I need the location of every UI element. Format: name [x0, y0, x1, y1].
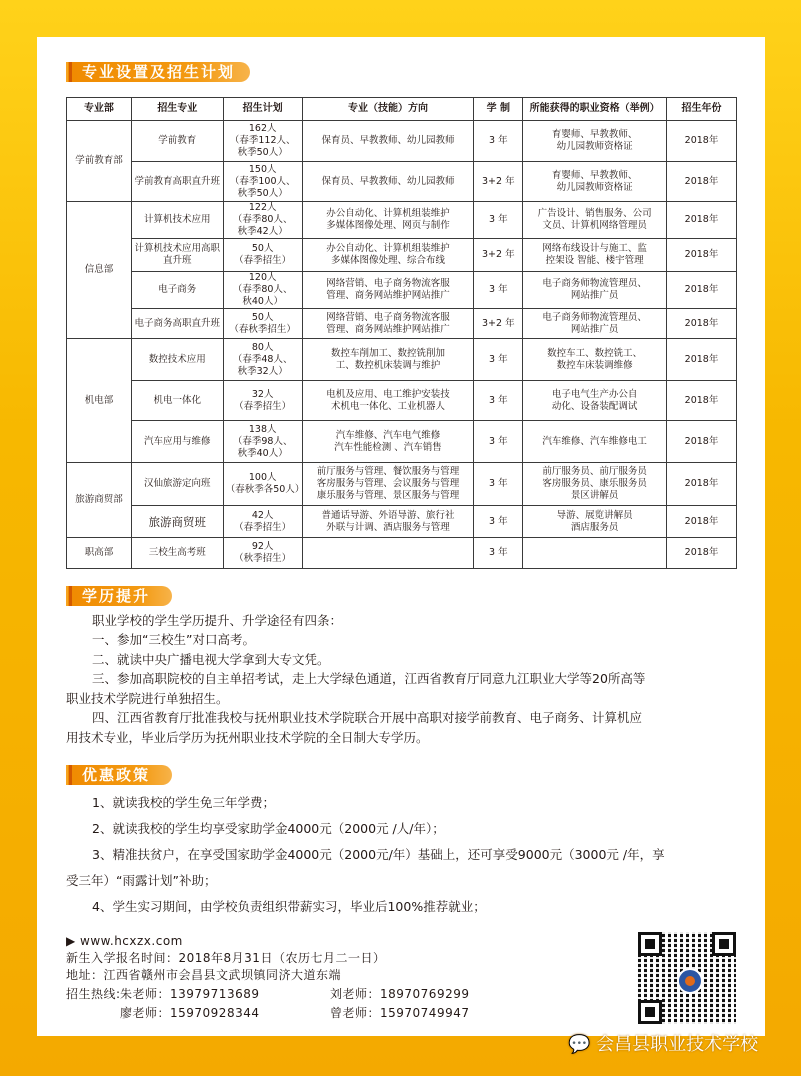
qualification-cell — [523, 162, 667, 202]
plan-cell — [223, 381, 302, 421]
year-cell: 2018年 — [667, 339, 737, 381]
education-intro: 职业学校的学生学历提升、升学途径有四条： — [92, 613, 343, 628]
qualification-cell-line: 育婴师、早教教师、 — [551, 129, 638, 140]
year-cell: 2018年 — [667, 421, 737, 463]
direction-cell-line: 网络营销、电子商务物流客服 — [326, 278, 450, 289]
section-header-majors: 专业设置及招生计划 — [66, 62, 250, 82]
year-cell: 2018年 — [667, 506, 737, 538]
plan-cell — [223, 162, 302, 202]
column-header: 专业部 — [67, 98, 132, 121]
duration-cell: 3 年 — [474, 381, 523, 421]
plan-cell-line: （春秋季各50人） — [225, 484, 305, 495]
qualification-cell-line: 电子商务师物流管理员、 — [542, 278, 647, 289]
direction-cell-line: 客房服务与管理、会议服务与管理 — [316, 478, 460, 489]
department-cell: 信息部 — [67, 202, 132, 339]
section-header-policy: 优惠政策 — [66, 765, 172, 785]
plan-cell-line: 秋季40人） — [237, 447, 288, 459]
direction-cell-line: 普通话导游、外语导游、旅行社 — [321, 509, 455, 521]
direction-cell — [302, 538, 474, 569]
plan-cell — [223, 239, 302, 272]
plan-cell-line: 122人 — [248, 202, 277, 213]
duration-cell: 3 年 — [474, 202, 523, 239]
qualification-cell-line: 网站推广员 — [570, 323, 619, 335]
plan-cell — [223, 463, 305, 506]
table-row — [67, 309, 737, 339]
major-cell: 学前教育 — [131, 121, 223, 162]
direction-cell-line: 术机电一体化、工业机器人 — [330, 400, 445, 412]
qualification-cell-line: 客房服务员、康乐服务员 — [542, 478, 647, 489]
plan-cell-line: 秋季32人） — [237, 365, 288, 377]
qualification-cell — [523, 272, 667, 309]
plan-cell-line: 92人 — [251, 541, 274, 552]
plan-cell-line: 50人 — [251, 243, 274, 254]
direction-cell-line: 多媒体图像处理、网页与制作 — [326, 220, 450, 231]
duration-cell: 3 年 — [474, 421, 523, 463]
table-row — [67, 381, 737, 421]
qualification-cell — [523, 538, 667, 569]
qualification-cell-line: 酒店服务员 — [570, 521, 619, 533]
direction-cell-line: 汽车性能检测 、汽车销售 — [334, 441, 442, 453]
major-cell: 电子商务高职直升班 — [131, 309, 223, 339]
enroll-time: 新生入学报名时间：2018年8月31日（农历七月二一日） — [66, 951, 386, 965]
hotline-label: 招生热线: — [66, 987, 121, 1001]
duration-cell: 3 年 — [474, 463, 523, 506]
direction-cell-line: 数控车削加工、数控铣削加 — [330, 347, 445, 359]
year-cell: 2018年 — [667, 162, 737, 202]
plan-cell — [223, 202, 302, 239]
contact-phone: 朱老师：13979713689 — [120, 987, 260, 1001]
qualification-cell-line: 电子商务师物流管理员、 — [542, 311, 647, 323]
qualification-cell-line: 数控车工、数控铣工、 — [547, 347, 643, 359]
year-cell: 2018年 — [667, 538, 737, 569]
policy-item: 4、学生实习期间，由学校负责组织带薪实习，毕业后100%推荐就业； — [92, 899, 486, 914]
table-row — [67, 506, 737, 538]
department-cell: 旅游商贸部 — [67, 463, 132, 538]
direction-cell — [302, 121, 474, 162]
direction-cell-line: 网络营销、电子商务物流客服 — [326, 311, 450, 323]
direction-cell-line: 保育员、早教教师、幼儿园教师 — [321, 135, 455, 146]
plan-cell-line: 秋季42人） — [237, 226, 288, 237]
table-row — [67, 239, 737, 272]
plan-cell — [223, 421, 302, 463]
policy-item: 2、就读我校的学生均享受家助学金4000元（2000元 /人/年）； — [92, 821, 445, 836]
direction-cell-line: 办公自动化、计算机组装维护 — [326, 208, 450, 219]
table-body — [67, 121, 737, 569]
plan-cell — [223, 121, 302, 162]
qualification-cell-line: 幼儿园教师资格证 — [556, 141, 633, 152]
table-row — [67, 421, 737, 463]
school-logo-icon — [677, 968, 703, 994]
major-cell: 计算机技术应用高职直升班 — [131, 239, 223, 272]
plan-cell-line: 秋40人） — [242, 296, 283, 307]
direction-cell — [302, 162, 474, 202]
plan-cell-line: 100人 — [248, 472, 277, 483]
direction-cell — [302, 272, 474, 309]
year-cell: 2018年 — [667, 463, 737, 506]
qualification-cell — [523, 309, 667, 339]
address: 地址：江西省赣州市会昌县文武坝镇同济大道东端 — [66, 968, 342, 982]
policy-item: 3、精准扶贫户，在享受国家助学金4000元（2000元/年）基础上，还可享受9000元（3000元 /年，享 — [92, 847, 665, 862]
contact-phone: 廖老师：15970928344 — [120, 1006, 260, 1020]
column-header: 学 制 — [474, 98, 523, 121]
qr-code — [638, 932, 736, 1024]
direction-cell-line: 电机及应用、电工维护安装技 — [326, 388, 450, 400]
year-cell: 2018年 — [667, 202, 737, 239]
year-cell: 2018年 — [667, 309, 737, 339]
wechat-icon: 💬 — [568, 1034, 591, 1055]
table-row — [67, 538, 737, 569]
policy-item: 1、就读我校的学生免三年学费； — [92, 795, 275, 810]
education-item: 职业技术学院进行单独招生。 — [66, 691, 229, 706]
qualification-cell-line: 控架设 智能、楼宇管理 — [545, 255, 644, 266]
plan-cell-line: （春季招生） — [234, 521, 292, 533]
direction-cell-line: 外联与计调、酒店服务与管理 — [326, 521, 450, 533]
duration-cell: 3 年 — [474, 506, 523, 538]
qualification-cell — [523, 239, 667, 272]
year-cell: 2018年 — [667, 272, 737, 309]
plan-cell — [223, 309, 302, 339]
plan-cell-line: 138人 — [248, 423, 277, 435]
plan-cell-line: 秋季50人） — [237, 187, 288, 199]
duration-cell: 3+2 年 — [474, 239, 523, 272]
table-header-row — [67, 98, 737, 121]
direction-cell — [302, 339, 474, 381]
table-row — [67, 272, 737, 309]
plan-cell-line: （春季98人、 — [232, 435, 293, 447]
plan-cell-line: （春季48人、 — [232, 353, 293, 365]
plan-cell-line: 150人 — [248, 163, 277, 175]
direction-cell-line: 多媒体图像处理、综合布线 — [330, 255, 445, 266]
direction-cell — [302, 381, 474, 421]
education-item: 三、参加高职院校的自主单招考试，走上大学绿色通道，江西省教育厅同意九江职业大学等20所高等 — [92, 671, 646, 686]
duration-cell: 3 年 — [474, 339, 523, 381]
website-link[interactable] — [66, 933, 183, 949]
direction-cell-line: 前厅服务与管理、餐饮服务与管理 — [316, 466, 460, 477]
column-header: 招生年份 — [667, 98, 737, 121]
direction-cell-line: 管理、商务网站维护网站推广 — [326, 290, 450, 301]
qualification-cell — [523, 381, 667, 421]
section-header-education: 学历提升 — [66, 586, 172, 606]
direction-cell — [302, 421, 474, 463]
major-cell: 旅游商贸班 — [131, 506, 223, 538]
majors-table — [66, 97, 737, 569]
plan-cell-line: 120人 — [248, 272, 277, 283]
qualification-cell-line: 导游、展览讲解员 — [556, 509, 633, 521]
plan-cell — [223, 506, 302, 538]
plan-cell-line: （秋季招生） — [234, 553, 292, 564]
contact-phone: 刘老师：18970769299 — [330, 987, 470, 1001]
plan-cell-line: （春秋季招生） — [229, 323, 296, 335]
table-row — [67, 121, 737, 162]
direction-cell-line: 工、数控机床装调与维护 — [335, 359, 441, 371]
plan-cell-line: （春季80人、 — [232, 214, 293, 225]
major-cell: 计算机技术应用 — [131, 202, 223, 239]
plan-cell-line: （春季100人、 — [229, 175, 296, 187]
department-cell: 学前教育部 — [67, 121, 132, 202]
qualification-cell — [523, 339, 667, 381]
qualification-cell-line: 电子电气生产办公自 — [551, 388, 638, 400]
column-header: 招生计划 — [223, 98, 302, 121]
qualification-cell-line: 育婴师、早教教师、 — [551, 169, 638, 181]
qualification-cell-line: 文员、计算机网络管理员 — [542, 220, 647, 231]
table-row — [67, 339, 737, 381]
major-cell: 机电一体化 — [131, 381, 223, 421]
qualification-cell-line: 广告设计、销售服务、公司 — [537, 208, 652, 219]
plan-cell-line: 32人 — [251, 388, 274, 400]
qualification-cell-line: 数控车床装调维修 — [556, 359, 633, 371]
education-item: 一、参加“三校生”对口高考。 — [92, 632, 255, 647]
major-cell: 汉仙旅游定向班 — [131, 463, 223, 506]
plan-cell-line: （春季招生） — [234, 400, 292, 412]
qualification-cell-line: 动化、设备装配调试 — [551, 400, 638, 412]
education-item: 四、江西省教育厅批准我校与抚州职业技术学院联合开展中高职对接学前教育、电子商务、计算机应 — [92, 710, 643, 725]
direction-cell-line: 保育员、早教教师、幼儿园教师 — [321, 175, 455, 187]
watermark-text: 会昌县职业技术学校 — [596, 1034, 759, 1055]
plan-cell-line: （春季112人、 — [229, 135, 296, 146]
direction-cell-line: 康乐服务与管理、景区服务与管理 — [316, 490, 460, 501]
qualification-cell — [523, 202, 667, 239]
qualification-cell-line: 前厅服务员、前厅服务员 — [542, 466, 647, 477]
duration-cell: 3 年 — [474, 272, 523, 309]
direction-cell-line: 办公自动化、计算机组装维护 — [326, 243, 450, 254]
major-cell: 汽车应用与维修 — [131, 421, 223, 463]
column-header: 招生专业 — [131, 98, 223, 121]
year-cell: 2018年 — [667, 121, 737, 162]
direction-cell-line: 管理、商务网站维护网站推广 — [326, 323, 450, 335]
direction-cell — [302, 239, 474, 272]
table-row — [67, 463, 737, 506]
qualification-cell — [523, 463, 667, 506]
plan-cell — [223, 339, 302, 381]
major-cell: 电子商务 — [131, 272, 223, 309]
plan-cell-line: 秋季50人） — [237, 147, 288, 158]
website-text: www.hcxzx.com — [80, 934, 183, 948]
plan-cell — [223, 538, 302, 569]
department-cell: 职高部 — [67, 538, 132, 569]
duration-cell: 3+2 年 — [474, 162, 523, 202]
plan-cell-line: 162人 — [248, 123, 277, 134]
plan-cell-line: 80人 — [251, 341, 274, 353]
education-item: 二、就读中央广播电视大学拿到大专文凭。 — [92, 652, 330, 667]
qualification-cell-line: 幼儿园教师资格证 — [556, 181, 633, 193]
education-item: 用技术专业，毕业后学历为抚州职业技术学院的全日制大专学历。 — [66, 730, 429, 745]
plan-cell — [223, 272, 302, 309]
duration-cell: 3 年 — [474, 121, 523, 162]
duration-cell: 3 年 — [474, 538, 523, 569]
direction-cell-line: 汽车维修、汽车电气维修 — [335, 429, 441, 441]
year-cell: 2018年 — [667, 381, 737, 421]
direction-cell — [302, 506, 474, 538]
table-row — [67, 202, 737, 239]
plan-cell-line: 42人 — [251, 509, 274, 521]
column-header: 专业（技能）方向 — [302, 98, 474, 121]
major-cell: 三校生高考班 — [131, 538, 223, 569]
direction-cell — [302, 463, 474, 506]
column-header: 所能获得的职业资格（举例） — [523, 98, 667, 121]
major-cell: 学前教育高职直升班 — [131, 162, 223, 202]
table-row — [67, 162, 737, 202]
direction-cell — [302, 309, 474, 339]
qualification-cell-line: 汽车维修、汽车维修电工 — [542, 435, 647, 447]
qualification-cell-line: 网络布线设计与施工、监 — [542, 243, 647, 254]
play-arrow-icon: ▶ — [66, 934, 81, 948]
policy-item: 受三年）“雨露计划”补助； — [66, 873, 217, 888]
qualification-cell-line: 网站推广员 — [570, 290, 619, 301]
department-cell: 机电部 — [67, 339, 132, 463]
plan-cell-line: 50人 — [251, 311, 274, 323]
qualification-cell — [523, 121, 667, 162]
plan-cell-line: （春季80人、 — [232, 284, 293, 295]
qualification-cell — [523, 506, 667, 538]
direction-cell — [302, 202, 474, 239]
qualification-cell-line: 景区讲解员 — [570, 490, 619, 501]
qualification-cell — [523, 421, 667, 463]
year-cell: 2018年 — [667, 239, 737, 272]
plan-cell-line: （春季招生） — [234, 255, 292, 266]
wechat-watermark — [568, 1030, 758, 1056]
contact-phone: 曾老师：15970749947 — [330, 1006, 470, 1020]
major-cell: 数控技术应用 — [131, 339, 223, 381]
duration-cell: 3+2 年 — [474, 309, 523, 339]
